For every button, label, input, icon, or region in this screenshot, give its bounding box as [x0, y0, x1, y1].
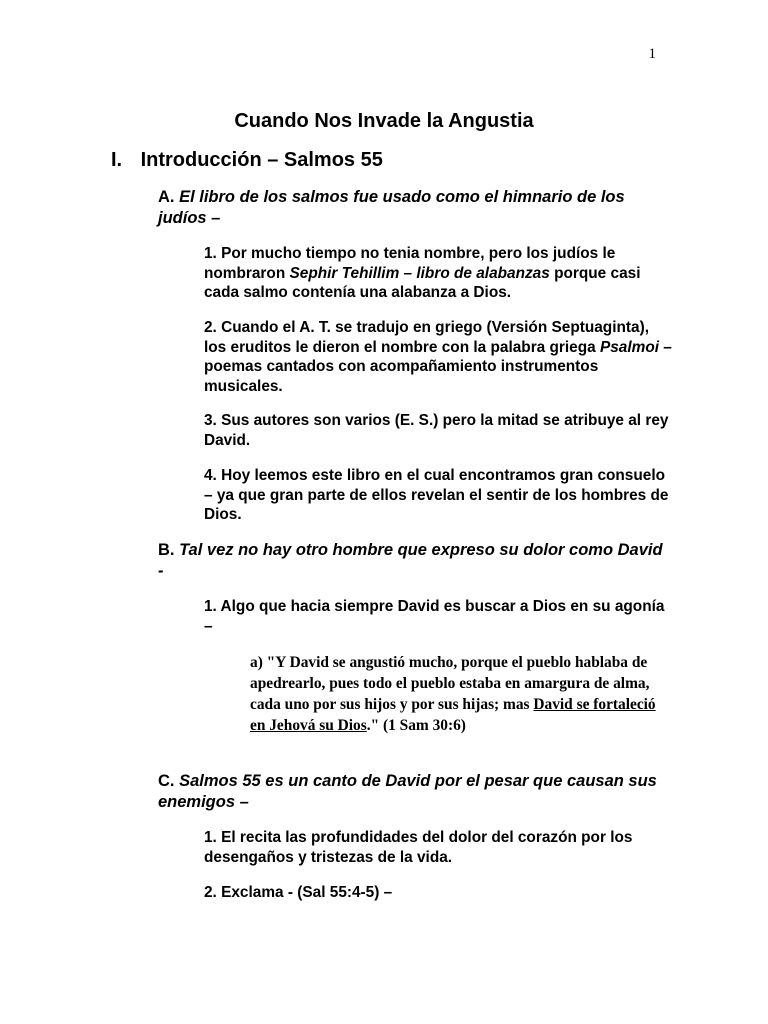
item-a1-italic: Sephir Tehillim – libro de alabanzas — [289, 264, 550, 282]
item-c2: 2. Exclama - (Sal 55:4-5) – — [204, 884, 393, 901]
item-a3: 3. Sus autores son varios (E. S.) pero la mitad se atribuye al rey David. — [204, 412, 669, 449]
item-b1: 1. Algo que hacia siempre David es buscar a Dios en su agonía – — [204, 598, 665, 635]
subsection-c — [158, 771, 668, 813]
subsection-a-letter: A. — [158, 188, 175, 206]
section-number: I. — [111, 149, 123, 171]
item-a2-italic: Psalmoi — [599, 338, 660, 356]
item-a2-text-end: – poemas cantados con acompañamiento instrumentos musicales. — [204, 338, 672, 395]
subsection-a-text: El libro de los salmos fue usado como el himnario de los judíos – — [158, 188, 625, 227]
item-a1-text-end: porque casi cada salmo contenía una alabanza a Dios. — [204, 264, 641, 302]
document-title: Cuando Nos Invade la Angustia — [234, 110, 534, 132]
section-heading — [111, 149, 383, 172]
subsection-c-letter: C. — [158, 772, 175, 790]
section-heading-text: Introducción – Salmos 55 — [140, 149, 383, 171]
subsection-b-text: Tal vez no hay otro hombre que expreso su dolor como David - — [158, 541, 663, 580]
bible-quote-text-end: ." (1 Sam 30:6) — [366, 717, 466, 734]
bible-quote — [250, 652, 660, 736]
item-a2 — [204, 318, 674, 396]
subsection-a — [158, 187, 668, 229]
item-a4: 4. Hoy leemos este libro en el cual encontramos gran consuelo – ya que gran parte de ellos revelan el sentir de los hombres de Dios. — [204, 467, 669, 524]
subsection-b-letter: B. — [158, 541, 175, 559]
item-a2-text-start: 2. Cuando el A. T. se tradujo en griego (Versión Septuaginta), los eruditos le dieron el nombre con la palabra griega — [204, 319, 649, 356]
subsection-b — [158, 540, 668, 582]
bible-quote-text-start: a) "Y David se angustió mucho, porque el pueblo hablaba de apedrearlo, pues todo el pueblo estaba en amargura de alma, cada uno por sus hijos y por sus hijas; mas — [250, 654, 650, 713]
item-c1: 1. El recita las profundidades del dolor del corazón por los desengaños y tristezas de la vida. — [204, 829, 633, 866]
item-a1-text-start: 1. Por mucho tiempo no tenia nombre, pero los judíos le nombraron — [204, 245, 616, 282]
subsection-c-text: Salmos 55 es un canto de David por el pesar que causan sus enemigos – — [158, 772, 657, 811]
bible-quote-underlined: David se fortaleció en Jehová su Dios — [250, 696, 656, 734]
item-a1 — [204, 244, 674, 303]
page-number: 1 — [648, 46, 656, 62]
